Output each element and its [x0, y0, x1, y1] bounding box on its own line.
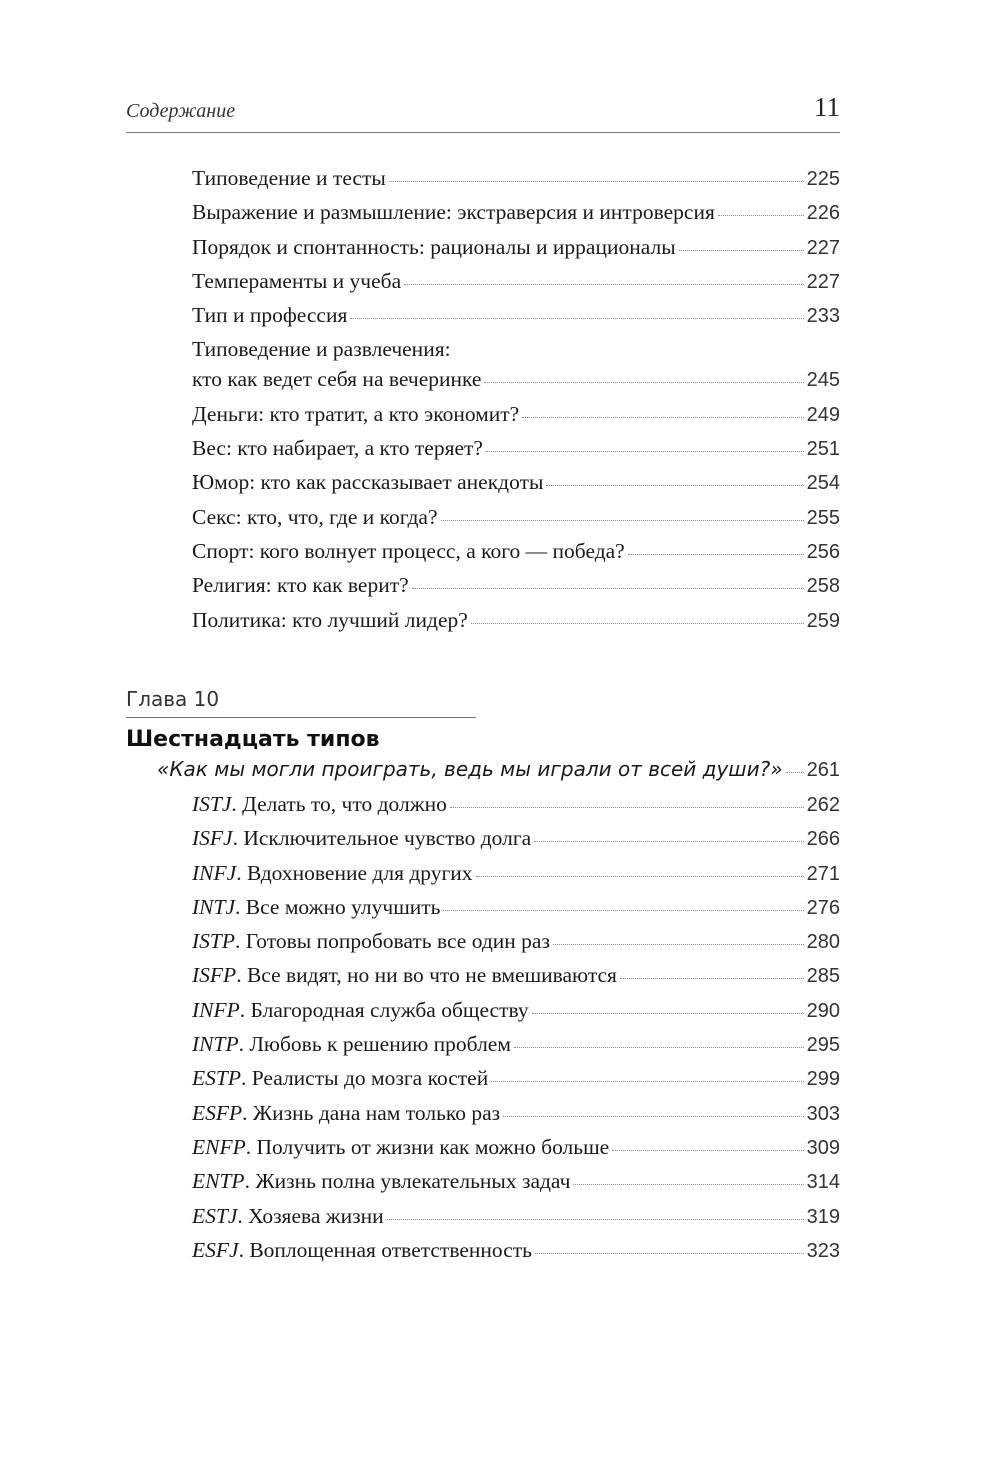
toc-entry-page: 323	[806, 1239, 840, 1262]
dot-leader	[412, 588, 804, 589]
toc-entry-title	[192, 1135, 609, 1160]
toc-entry-title	[192, 895, 440, 920]
toc-entry-title: Типоведение и тесты	[192, 166, 386, 190]
toc-entry-title	[192, 963, 617, 988]
toc-entry[interactable]	[192, 1204, 840, 1238]
toc-entry-page: 271	[806, 862, 840, 885]
type-code: ESTJ	[192, 1203, 238, 1228]
type-description: . Реалисты до мозга костей	[240, 1066, 489, 1091]
type-description: . Хозяева жизни	[237, 1203, 384, 1228]
type-description: . Все можно улучшить	[235, 894, 441, 919]
toc-entry-title: Юмор: кто как рассказывает анекдоты	[192, 470, 544, 495]
chapter-title[interactable]: Шестнадцать типов	[126, 727, 380, 752]
toc-entry-page: 276	[806, 896, 840, 919]
toc-entry-page: 285	[806, 965, 840, 988]
chapter-label: Глава 10	[126, 687, 476, 718]
toc-entry[interactable]	[192, 929, 840, 963]
toc-entry[interactable]	[192, 200, 840, 234]
toc-entry-line2	[192, 367, 840, 401]
toc-entry-page: 251	[806, 438, 840, 461]
type-code: ISTP	[192, 929, 235, 954]
toc-entry[interactable]	[192, 166, 840, 200]
toc-entry-page: 226	[806, 202, 840, 225]
dot-leader	[441, 520, 804, 521]
toc-entry-title	[192, 861, 473, 886]
toc-entry-page: 280	[806, 931, 840, 954]
dot-leader	[612, 1150, 803, 1151]
toc-section-a	[192, 166, 840, 642]
type-description: . Любовь к решению проблем	[238, 1032, 511, 1057]
toc-entry[interactable]	[192, 792, 840, 826]
dot-leader	[404, 284, 803, 285]
toc-entry-page: 299	[806, 1068, 840, 1091]
toc-entry-title: Порядок и спонтанность: рационалы и иррационалы	[192, 234, 676, 259]
dot-leader	[503, 1116, 803, 1117]
page-number: 11	[814, 92, 840, 122]
type-code: ENTP	[192, 1169, 245, 1194]
type-description: . Вдохновение для других	[236, 860, 473, 885]
dot-leader	[534, 841, 803, 842]
toc-entry[interactable]	[192, 895, 840, 929]
toc-entry-title	[192, 1204, 384, 1229]
dot-leader	[620, 978, 804, 979]
type-description: . Все видят, но ни во что не вмешиваются	[236, 963, 617, 988]
dot-leader	[491, 1081, 803, 1082]
toc-entry-page: 309	[806, 1136, 840, 1159]
toc-entry[interactable]	[192, 402, 840, 436]
type-description: . Жизнь полна увлекательных задач	[244, 1169, 571, 1194]
toc-entry-page: 225	[806, 168, 840, 190]
running-header	[126, 92, 840, 133]
toc-entry-title: Темпераменты и учеба	[192, 268, 402, 293]
dot-leader	[350, 318, 803, 319]
toc-entry[interactable]	[192, 1238, 840, 1272]
toc-entry-title	[192, 1066, 488, 1091]
toc-entry[interactable]	[192, 1135, 840, 1169]
toc-entry[interactable]	[192, 436, 840, 470]
type-description: . Исключительное чувство долга	[232, 826, 532, 851]
toc-entry-page: 255	[806, 506, 840, 529]
dot-leader	[573, 1184, 803, 1185]
toc-entry[interactable]	[192, 998, 840, 1032]
dot-leader	[628, 554, 804, 555]
toc-entry-page: 227	[806, 236, 840, 259]
toc-entry[interactable]	[192, 539, 840, 573]
type-description: . Жизнь дана нам только раз	[242, 1100, 501, 1125]
toc-entry[interactable]	[192, 269, 840, 303]
dot-leader	[486, 451, 804, 452]
toc-entry-page: 261	[806, 759, 840, 781]
toc-entry-title: «Как мы могли проиграть, ведь мы играли от всей души?»	[157, 757, 783, 781]
type-description: . Благородная служба обществу	[239, 997, 529, 1022]
type-description: . Получить от жизни как можно больше	[245, 1134, 610, 1159]
type-description: . Готовы попробовать все один раз	[235, 929, 550, 954]
type-description: . Воплощенная ответственность	[238, 1237, 532, 1262]
type-code: INTP	[192, 1032, 239, 1057]
dot-leader	[476, 876, 804, 877]
type-code: ESFP	[192, 1100, 243, 1125]
dot-leader	[679, 250, 804, 251]
toc-entry[interactable]	[192, 608, 840, 642]
toc-entry-title	[192, 792, 447, 817]
type-code: ENFP	[192, 1134, 246, 1159]
toc-entry-page: 256	[806, 540, 840, 563]
toc-entry-page: 319	[806, 1205, 840, 1228]
dot-leader	[786, 772, 804, 773]
toc-entry[interactable]	[192, 337, 840, 401]
dot-leader	[553, 944, 804, 945]
toc-entry-page: 227	[806, 270, 840, 293]
dot-leader	[443, 910, 803, 911]
toc-entry-title: Секс: кто, что, где и когда?	[192, 504, 438, 529]
toc-entry-page: 259	[806, 609, 840, 632]
type-code: ISTJ	[192, 792, 232, 816]
toc-entry-page: 245	[806, 369, 840, 392]
toc-entry[interactable]	[192, 963, 840, 997]
toc-entry-page: 258	[806, 575, 840, 598]
toc-entry-page: 314	[806, 1171, 840, 1194]
dot-leader	[514, 1047, 804, 1048]
toc-entry[interactable]	[192, 470, 840, 504]
toc-entry-title-line1: Типоведение и развлечения:	[192, 337, 451, 362]
toc-entry[interactable]	[192, 1101, 840, 1135]
type-code: INTJ	[192, 894, 235, 919]
toc-entry-page: 295	[806, 1034, 840, 1057]
toc-entry[interactable]	[192, 303, 840, 337]
toc-entry-title: Политика: кто лучший лидер?	[192, 607, 468, 632]
toc-entry-page: 254	[806, 472, 840, 495]
toc-entry[interactable]	[192, 1032, 840, 1066]
toc-entry[interactable]	[192, 861, 840, 895]
dot-leader	[484, 382, 803, 383]
toc-entry-page: 249	[806, 403, 840, 426]
toc-entry-title: Религия: кто как верит?	[192, 573, 409, 598]
toc-entry-title: Спорт: кого волнует процесс, а кого — победа?	[192, 538, 625, 563]
dot-leader	[387, 1219, 804, 1220]
dot-leader	[522, 417, 803, 418]
toc-entry[interactable]	[192, 1169, 840, 1203]
type-code: INFJ	[192, 860, 237, 885]
dot-leader	[535, 1253, 804, 1254]
running-title: Содержание	[126, 100, 236, 122]
dot-leader	[532, 1013, 804, 1014]
toc-entry-title	[192, 826, 531, 851]
dot-leader	[389, 181, 804, 182]
toc-entry[interactable]	[192, 235, 840, 269]
toc-entry-page: 266	[806, 828, 840, 851]
toc-entry-title: Деньги: кто тратит, а кто экономит?	[192, 401, 520, 426]
toc-entry-page: 290	[806, 999, 840, 1022]
toc-entry-page: 303	[806, 1102, 840, 1125]
type-code: ESFJ	[192, 1237, 239, 1262]
toc-entry[interactable]	[192, 1066, 840, 1100]
toc-entry-title	[192, 1101, 500, 1126]
dot-leader	[718, 215, 804, 216]
toc-entry-title: Выражение и размышление: экстраверсия и интроверсия	[192, 200, 715, 225]
toc-entry-page: 262	[806, 794, 840, 816]
toc-entry-title	[192, 998, 529, 1023]
toc-entry-title: кто как ведет себя на вечеринке	[192, 367, 482, 392]
type-code: ISFJ	[192, 826, 233, 851]
toc-entry-title: Вес: кто набирает, а кто теряет?	[192, 436, 483, 461]
toc-epigraph	[157, 757, 840, 791]
toc-entry[interactable]	[192, 573, 840, 607]
toc-entry-title: Тип и профессия	[192, 303, 348, 328]
toc-entry-title	[192, 1032, 511, 1057]
toc-entry[interactable]	[192, 505, 840, 539]
toc-entry[interactable]	[157, 757, 840, 791]
toc-entry-title	[192, 1169, 570, 1194]
toc-entry-title	[192, 1238, 532, 1263]
toc-entry[interactable]	[192, 826, 840, 860]
type-code: INFP	[192, 997, 240, 1022]
dot-leader	[471, 623, 804, 624]
type-description: . Делать то, что должно	[231, 792, 447, 816]
type-code: ISFP	[192, 963, 237, 988]
dot-leader	[546, 485, 803, 486]
dot-leader	[450, 807, 804, 808]
toc-entry-page: 233	[806, 305, 840, 328]
toc-entry-title	[192, 929, 550, 954]
toc-section-b	[192, 792, 840, 1272]
type-code: ESTP	[192, 1066, 241, 1091]
